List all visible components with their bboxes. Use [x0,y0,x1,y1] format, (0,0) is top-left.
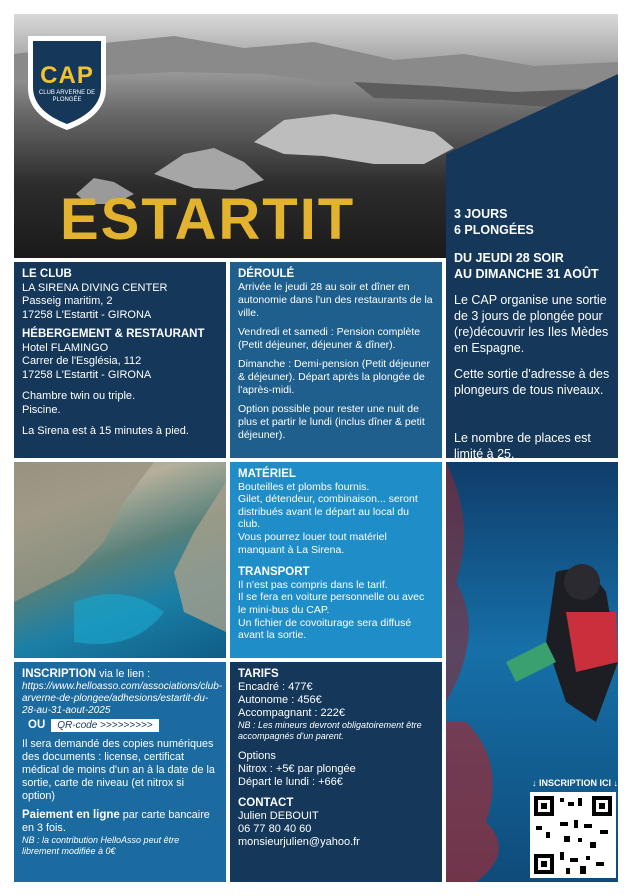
logo-brand: CAP [40,62,94,89]
option-nitrox: Nitrox : +5€ par plongée [238,763,356,775]
summary-dives: 6 PLONGÉES [454,223,534,237]
contact-phone[interactable]: 06 77 80 40 60 [238,823,312,835]
club-heading: LE CLUB [22,268,72,280]
contact-heading: CONTACT [238,797,294,809]
options-heading: Options [238,750,276,762]
summary-column [446,14,618,461]
calanque-photo [14,462,226,658]
price-companion: Accompagnant : 222€ [238,707,346,719]
distance-note: La Sirena est à 15 minutes à pied. [22,425,189,437]
registration-panel [14,662,226,882]
pool: Piscine. [22,403,61,416]
schedule-option: Option possible pour rester une nuit de plus et partir le lundi (inclus dîner & petit déjeuner). [238,403,425,441]
registration-heading: INSCRIPTION [22,668,97,680]
page-title: ESTARTIT [60,187,356,252]
payment-bold: Paiement en ligne [22,809,120,821]
summary-capacity: Le nombre de places est limité à 25. [454,431,591,461]
option-monday: Départ le lundi : +66€ [238,776,343,788]
schedule-heading: DÉROULÉ [238,268,295,280]
summary-days: 3 JOURS [454,207,508,221]
club-name: LA SIRENA DIVING CENTER [22,281,168,294]
schedule-arrival: Arrivée le jeudi 28 au soir et dîner en autonomie dans l'un des restaurants de la ville. [238,281,433,319]
equipment-rental: Vous pourrez louer tout matériel manquant à La Sirena. [238,530,387,556]
registration-or: OU [28,719,46,731]
pricing-panel [230,662,442,882]
transport-cost: Il n'est pas compris dans le tarif. [238,578,388,591]
room-type: Chambre twin ou triple. [22,390,136,402]
price-supervised: Encadré : 477€ [238,681,313,693]
summary-dates-end: AU DIMANCHE 31 AOÛT [454,267,599,281]
summary-intro: Le CAP organise une sortie de 3 jours de plongée pour (re)découvrir les Iles Mèdes en Espagne. [454,293,609,355]
qr-code-pointer: QR-code >>>>>>>>> [51,719,158,732]
hotel-street: Carrer de l'Església, 112 [22,355,142,367]
qr-code[interactable] [530,792,616,878]
pricing-heading: TARIFS [238,668,279,680]
transport-carpool: Un fichier de covoiturage sera diffusé avant la sortie. [238,616,412,642]
transport-mode: Il se fera en voiture personnelle ou avec le mini-bus du CAP. [238,591,425,616]
logo-club-name: CLUB ARVERNE DE PLONGÉE [38,90,96,103]
transport-heading: TRANSPORT [238,566,310,579]
contact-name: Julien DEBOUIT [238,810,319,822]
payment-note: NB : la contribution HelloAsso peut être librement modifiée à 0€ [22,835,180,856]
equipment-heading: MATÉRIEL [238,468,296,480]
qr-code-icon [530,792,616,878]
club-city: 17258 L'Estartit - GIRONA [22,308,152,321]
qr-label: ↓ INSCRIPTION ICI ↓ [531,778,618,788]
club-panel [14,262,226,458]
pricing-note: NB : Les mineurs devront obligatoirement être accompagnés d'un parent. [238,720,422,741]
lodging-heading: HÉBERGEMENT & RESTAURANT [22,328,205,340]
bay-illustration [14,462,226,658]
club-logo [24,32,110,132]
schedule-sunday: Dimanche : Demi-pension (Petit déjeuner & déjeuner). Départ après la plongée de l'après-midi. [238,358,431,396]
payment-rest: par carte bancaire en 3 fois. [22,809,210,834]
equipment-panel [230,462,442,658]
summary-audience: Cette sortie d'adresse à des plongeurs de tous niveaux. [454,367,610,397]
registration-intro: via le lien : [96,668,151,680]
hotel-city: 17258 L'Estartit - GIRONA [22,368,152,381]
registration-documents: Il sera demandé des copies numériques des documents : license, certificat médical de moins d'un an à la date de la sortie, carte de niveau (et nitrox si option) [22,738,215,802]
equipment-provided: Bouteilles et plombs fournis. [238,480,370,493]
summary-dates-start: DU JEUDI 28 SOIR [454,251,564,265]
hotel-name: Hotel FLAMINGO [22,341,109,354]
contact-email[interactable]: monsieurjulien@yahoo.fr [238,836,360,848]
club-street: Passeig maritim, 2 [22,295,113,307]
equipment-distribution: Gilet, détendeur, combinaison... seront distribués avant le départ au local du club. [238,493,418,531]
price-autonomous: Autonome : 456€ [238,694,322,706]
schedule-fri-sat: Vendredi et samedi : Pension complète (Petit déjeuner, déjeuner & dîner). [238,326,421,351]
schedule-panel [230,262,442,458]
registration-link[interactable]: https://www.helloasso.com/associations/club-arverne-de-plongee/adhesions/estartit-du-28-au-31-aout-2025 [22,681,223,716]
